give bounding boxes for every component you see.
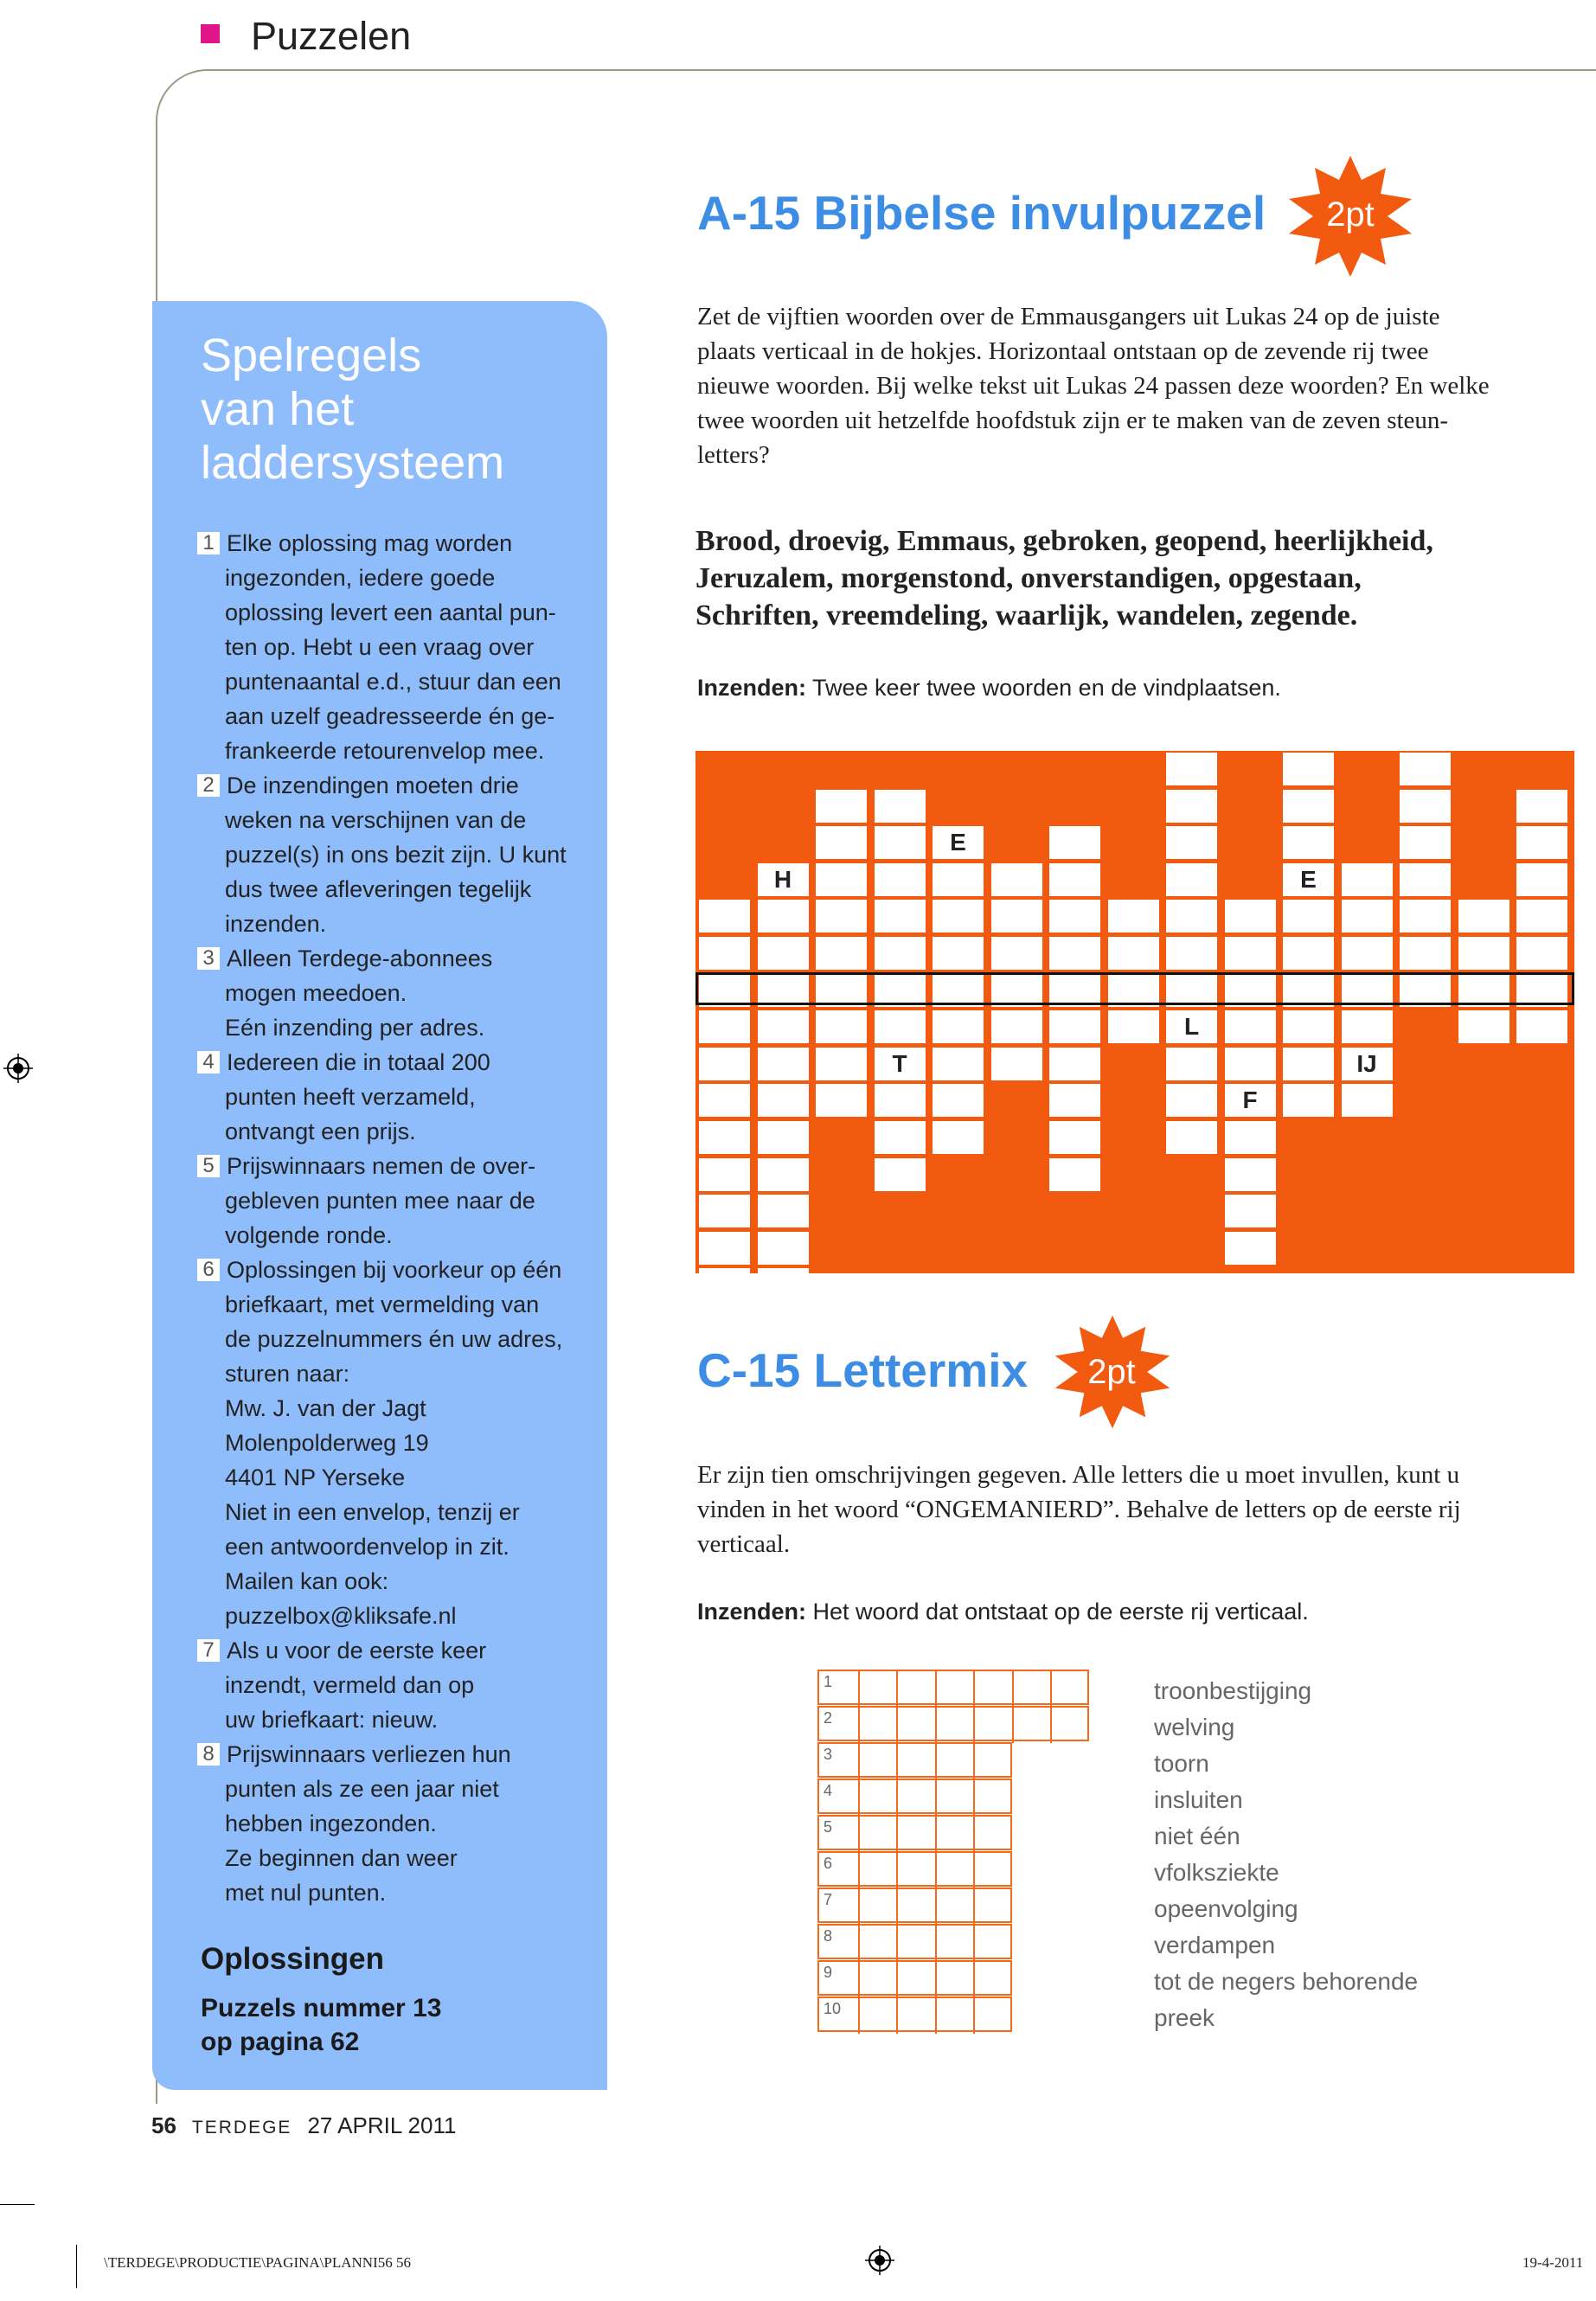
rule-text: 4401 NP Yerseke	[225, 1465, 406, 1490]
lettermix-cell[interactable]	[935, 1780, 974, 1816]
grid-cell[interactable]	[1166, 753, 1217, 785]
lettermix-row-number: 5	[824, 1818, 833, 1836]
lettermix-cell[interactable]	[973, 1744, 1012, 1779]
grid-cell[interactable]	[758, 1232, 809, 1265]
rule-number: 7	[197, 1639, 220, 1662]
grid-cell[interactable]	[1225, 1232, 1276, 1265]
lettermix-row-number: 9	[824, 1964, 833, 1981]
grid-cell[interactable]	[758, 1048, 809, 1080]
grid-cell[interactable]	[1342, 1010, 1393, 1043]
rule-number: 2	[197, 774, 220, 797]
grid-cell[interactable]	[1516, 790, 1567, 823]
solutions-subtitle-line: op pagina 62	[201, 2028, 360, 2056]
puzzle-c-intro	[697, 1458, 1562, 1561]
lettermix-cell[interactable]	[973, 1889, 1012, 1925]
rule-text: Alleen Terdege-abonnees	[227, 945, 493, 971]
rule-text: de puzzelnummers én uw adres,	[225, 1326, 563, 1352]
grid-cell[interactable]	[1400, 937, 1451, 970]
lettermix-clue: preek	[1154, 2004, 1215, 2031]
lettermix-cell[interactable]	[973, 1708, 1012, 1743]
lettermix-row	[817, 1924, 1012, 1959]
registration-mark-icon	[865, 2246, 894, 2275]
rule-item	[197, 1633, 586, 1668]
rule-text: aan uzelf geadresseerde én ge-	[225, 703, 555, 729]
grid-letter-cell[interactable]	[1166, 1010, 1217, 1043]
lettermix-clues	[1154, 1673, 1418, 2036]
grid-cell[interactable]	[933, 1048, 984, 1080]
rule-text: Niet in een envelop, tenzij er	[225, 1499, 520, 1525]
grid-letter-cell[interactable]	[933, 826, 984, 859]
lettermix-cell[interactable]	[973, 1962, 1012, 1997]
lettermix-cell[interactable]	[935, 1998, 974, 2034]
lettermix-cell[interactable]	[935, 1926, 974, 1961]
sidebar-title-line: Spelregels	[201, 330, 422, 381]
grid-cell[interactable]	[1049, 1158, 1100, 1191]
grid-cell[interactable]	[1283, 753, 1334, 785]
lettermix-cell[interactable]	[858, 1708, 897, 1743]
grid-cell[interactable]	[1283, 937, 1334, 970]
rule-text: puzzelbox@kliksafe.nl	[225, 1603, 457, 1629]
page-number: 56	[151, 2112, 176, 2138]
rule-number: 8	[197, 1743, 220, 1766]
lettermix-cell[interactable]	[858, 1817, 897, 1852]
grid-cell[interactable]	[1225, 1121, 1276, 1154]
rule-number: 5	[197, 1155, 220, 1177]
grid-cell[interactable]	[875, 937, 926, 970]
lettermix-cell[interactable]	[858, 1671, 897, 1707]
grid-letter: F	[1242, 1086, 1258, 1114]
points-badge-a-text: 2pt	[1326, 195, 1375, 234]
grid-cell[interactable]	[1283, 826, 1334, 859]
word-list-line: Jeruzalem, morgenstond, onverstandigen, opgestaan,	[695, 562, 1362, 594]
grid-cell[interactable]	[1166, 900, 1217, 933]
lettermix-cell[interactable]	[1012, 1708, 1051, 1743]
grid-cell[interactable]	[1516, 826, 1567, 859]
rule-text: hebben ingezonden.	[225, 1811, 437, 1836]
grid-cell[interactable]	[816, 937, 867, 970]
grid-cell[interactable]	[1108, 937, 1159, 970]
lettermix-clue: tot de negers behorende	[1154, 1968, 1419, 1995]
grid-cell[interactable]	[875, 1010, 926, 1043]
rule-text: Prijswinnaars nemen de over-	[227, 1153, 536, 1179]
grid-cell[interactable]	[991, 1048, 1042, 1080]
lettermix-cell[interactable]	[896, 1708, 935, 1743]
lettermix-cell[interactable]	[896, 1853, 935, 1888]
grid-cell[interactable]	[1225, 1195, 1276, 1227]
grid-cell[interactable]	[1166, 1121, 1217, 1154]
rule-text: Eén inzending per adres.	[225, 1015, 485, 1041]
grid-cell[interactable]	[758, 1158, 809, 1191]
grid-cell[interactable]	[1342, 863, 1393, 896]
grid-cell[interactable]	[1225, 1048, 1276, 1080]
grid-cell[interactable]	[991, 1010, 1042, 1043]
folio	[151, 2112, 456, 2139]
submit-label: Inzenden:	[697, 675, 806, 701]
grid-cell[interactable]	[699, 1268, 750, 1301]
lettermix-cell[interactable]	[935, 1708, 974, 1743]
lettermix-cell[interactable]	[858, 1853, 897, 1888]
lettermix-clue: niet één	[1154, 1823, 1240, 1849]
lettermix-cell[interactable]	[935, 1962, 974, 1997]
lettermix-cell[interactable]	[1050, 1708, 1089, 1743]
grid-cell[interactable]	[1342, 1084, 1393, 1117]
grid-cell[interactable]	[1516, 900, 1567, 933]
lettermix-row-number: 1	[824, 1673, 833, 1690]
grid-cell[interactable]	[1225, 900, 1276, 933]
rule-item	[197, 526, 586, 561]
grid-cell[interactable]	[1458, 1010, 1509, 1043]
lettermix-cell[interactable]	[973, 1780, 1012, 1816]
grid-cell[interactable]	[758, 937, 809, 970]
lettermix-cell[interactable]	[858, 1962, 897, 1997]
lettermix-cell[interactable]	[896, 1962, 935, 1997]
grid-cell[interactable]	[1049, 863, 1100, 896]
lettermix-row-number: 2	[824, 1709, 833, 1727]
sidebar-title	[201, 329, 581, 490]
lettermix-row	[817, 1888, 1012, 1923]
grid-cell[interactable]	[1049, 937, 1100, 970]
magazine-name: TERDEGE	[191, 2118, 292, 2138]
grid-cell[interactable]	[1166, 863, 1217, 896]
rule-text: briefkaart, met vermelding van	[225, 1292, 540, 1317]
lettermix-cell[interactable]	[935, 1817, 974, 1852]
intro-line: twee woorden uit hetzelfde hoofdstuk zijn er te maken van de zeven steun-	[697, 407, 1449, 434]
grid-cell[interactable]	[991, 863, 1042, 896]
lettermix-cell[interactable]	[973, 1853, 1012, 1888]
answer-row-outline	[695, 972, 1574, 1005]
grid-cell[interactable]	[758, 900, 809, 933]
grid-cell[interactable]	[816, 790, 867, 823]
grid-cell[interactable]	[1516, 937, 1567, 970]
grid-cell[interactable]	[816, 1084, 867, 1117]
grid-cell[interactable]	[816, 1010, 867, 1043]
lettermix-cell[interactable]	[973, 1671, 1012, 1707]
rule-number: 1	[197, 532, 220, 554]
slug-path: \TERDEGE\PRODUCTIE\PAGINA\PLANNI56 56	[104, 2254, 411, 2271]
grid-cell[interactable]	[699, 1158, 750, 1191]
lettermix-cell[interactable]	[858, 1780, 897, 1816]
lettermix-row	[817, 1706, 1089, 1741]
word-list-line: Schriften, vreemdeling, waarlijk, wandelen, zegende.	[695, 599, 1358, 631]
grid-letter: E	[950, 829, 966, 856]
grid-letter-cell[interactable]	[758, 863, 809, 896]
lettermix-cell[interactable]	[896, 1780, 935, 1816]
grid-letter: T	[892, 1049, 907, 1077]
grid-cell[interactable]	[699, 937, 750, 970]
grid-cell[interactable]	[875, 826, 926, 859]
lettermix-cell[interactable]	[935, 1853, 974, 1888]
grid-cell[interactable]	[1516, 1010, 1567, 1043]
rule-text: Iedereen die in totaal 200	[227, 1049, 490, 1075]
rule-text: dus twee afleveringen tegelijk	[225, 876, 532, 902]
rule-item	[197, 768, 586, 803]
grid-cell[interactable]	[1049, 1048, 1100, 1080]
sidebar-title-line: van het	[201, 383, 355, 435]
grid-cell[interactable]	[875, 1084, 926, 1117]
puzzle-a-intro	[697, 299, 1588, 472]
grid-cell[interactable]	[758, 1121, 809, 1154]
lettermix-clue: vfolksziekte	[1154, 1859, 1279, 1886]
lettermix-clue: toorn	[1154, 1750, 1209, 1777]
lettermix-cell[interactable]	[896, 1744, 935, 1779]
rule-item	[197, 1737, 586, 1772]
lettermix-cell[interactable]	[973, 1998, 1012, 2034]
lettermix-cell[interactable]	[896, 1998, 935, 2034]
grid-cell[interactable]	[1049, 900, 1100, 933]
grid-cell[interactable]	[1225, 937, 1276, 970]
grid-cell[interactable]	[1400, 863, 1451, 896]
grid-cell[interactable]	[875, 900, 926, 933]
grid-cell[interactable]	[1400, 826, 1451, 859]
intro-line: verticaal.	[697, 1530, 791, 1558]
lettermix-cell[interactable]	[935, 1671, 974, 1707]
word-list-line: Brood, droevig, Emmaus, gebroken, geopend, heerlijkheid,	[695, 525, 1433, 557]
rule-text: Oplossingen bij voorkeur op één	[227, 1257, 562, 1283]
grid-cell[interactable]	[875, 790, 926, 823]
rule-text: punten als ze een jaar niet	[225, 1776, 499, 1802]
rule-text: Mailen kan ook:	[225, 1568, 389, 1594]
lettermix-row-number: 8	[824, 1927, 833, 1945]
grid-cell[interactable]	[816, 1048, 867, 1080]
lettermix-row-number: 7	[824, 1891, 833, 1908]
grid-cell[interactable]	[1049, 1084, 1100, 1117]
rule-text: ontvangt een prijs.	[225, 1118, 416, 1144]
rules-list	[197, 526, 586, 1910]
rule-text: met nul punten.	[225, 1880, 387, 1906]
fill-in-grid	[695, 751, 1578, 1273]
grid-cell[interactable]	[758, 1195, 809, 1227]
rule-item	[197, 1045, 586, 1080]
puzzle-a-word-list	[695, 522, 1586, 634]
lettermix-row	[817, 1815, 1012, 1850]
lettermix-cell[interactable]	[973, 1926, 1012, 1961]
grid-cell[interactable]	[699, 1195, 750, 1227]
grid-cell[interactable]	[933, 1010, 984, 1043]
slug-date: 19-4-2011	[1522, 2254, 1584, 2271]
grid-cell[interactable]	[933, 937, 984, 970]
lettermix-clue: insluiten	[1154, 1786, 1243, 1813]
grid-cell[interactable]	[875, 1121, 926, 1154]
rule-item	[197, 1253, 586, 1287]
intro-line: Zet de vijftien woorden over de Emmausgangers uit Lukas 24 op de juiste	[697, 303, 1440, 330]
grid-cell[interactable]	[1400, 790, 1451, 823]
grid-cell[interactable]	[816, 900, 867, 933]
rule-text: oplossing levert een aantal pun-	[225, 599, 556, 625]
lettermix-row-number: 6	[824, 1855, 833, 1872]
grid-cell[interactable]	[1283, 1084, 1334, 1117]
grid-cell[interactable]	[816, 826, 867, 859]
lettermix-cell[interactable]	[1012, 1671, 1051, 1707]
grid-cell[interactable]	[1225, 1010, 1276, 1043]
puzzle-a-submit	[697, 675, 1281, 702]
lettermix-clue: troonbestijging	[1154, 1677, 1312, 1704]
lettermix-cell[interactable]	[858, 1889, 897, 1925]
grid-cell[interactable]	[991, 937, 1042, 970]
rule-text: inzendt, vermeld dan op	[225, 1672, 475, 1698]
rule-number: 6	[197, 1259, 220, 1281]
grid-cell[interactable]	[933, 1084, 984, 1117]
grid-cell[interactable]	[699, 1121, 750, 1154]
grid-cell[interactable]	[1283, 790, 1334, 823]
grid-cell[interactable]	[1166, 937, 1217, 970]
grid-cell[interactable]	[1283, 900, 1334, 933]
rule-text: Ze beginnen dan weer	[225, 1845, 458, 1871]
lettermix-cell[interactable]	[896, 1671, 935, 1707]
grid-cell[interactable]	[758, 1084, 809, 1117]
intro-line: plaats verticaal in de hokjes. Horizontaal ontstaan op de zevende rij twee	[697, 337, 1429, 365]
grid-letter-cell[interactable]	[875, 1048, 926, 1080]
rule-text: Mw. J. van der Jagt	[225, 1395, 426, 1421]
puzzle-a-title: A-15 Bijbelse invulpuzzel	[697, 186, 1266, 240]
grid-cell[interactable]	[1049, 1010, 1100, 1043]
grid-letter-cell[interactable]	[1342, 1048, 1393, 1080]
rule-text: sturen naar:	[225, 1361, 350, 1387]
rule-text: punten heeft verzameld,	[225, 1084, 476, 1110]
lettermix-row	[817, 1742, 1012, 1778]
rule-text: gebleven punten mee naar de	[225, 1188, 535, 1214]
intro-line: vinden in het woord “ONGEMANIERD”. Behalve de letters op de eerste rij	[697, 1496, 1461, 1523]
section-tag	[201, 24, 220, 43]
grid-cell[interactable]	[1049, 826, 1100, 859]
rule-item	[197, 1149, 586, 1183]
grid-cell[interactable]	[699, 1084, 750, 1117]
lettermix-cell[interactable]	[858, 1744, 897, 1779]
crop-mark	[76, 2245, 77, 2288]
grid-letter: L	[1183, 1013, 1200, 1041]
grid-cell[interactable]	[1049, 1121, 1100, 1154]
rule-text: De inzendingen moeten drie	[227, 772, 519, 798]
lettermix-cell[interactable]	[935, 1744, 974, 1779]
grid-cell[interactable]	[1283, 1010, 1334, 1043]
issue-date: 27 APRIL 2011	[307, 2112, 457, 2138]
rule-text: puntenaantal e.d., stuur dan een	[225, 669, 561, 695]
grid-cell[interactable]	[933, 900, 984, 933]
lettermix-cell[interactable]	[1050, 1671, 1089, 1707]
grid-cell[interactable]	[1458, 900, 1509, 933]
intro-line: letters?	[697, 441, 770, 469]
rule-text: puzzel(s) in ons bezit zijn. U kunt	[225, 842, 567, 868]
lettermix-row-number: 4	[824, 1782, 833, 1799]
sidebar-title-line: laddersysteem	[201, 437, 505, 489]
grid-cell[interactable]	[991, 900, 1042, 933]
grid-cell[interactable]	[875, 1158, 926, 1191]
grid-cell[interactable]	[1108, 900, 1159, 933]
lettermix-row	[817, 1779, 1012, 1814]
lettermix-cell[interactable]	[896, 1817, 935, 1852]
grid-letter: E	[1300, 865, 1317, 893]
solutions-subtitle-line: Puzzels nummer 13	[201, 1994, 442, 2022]
grid-cell[interactable]	[699, 1048, 750, 1080]
rule-text: Elke oplossing mag worden	[227, 530, 513, 556]
lettermix-cell[interactable]	[896, 1926, 935, 1961]
grid-cell[interactable]	[1400, 753, 1451, 785]
lettermix-clue: opeenvolging	[1154, 1895, 1298, 1922]
grid-cell[interactable]	[1458, 937, 1509, 970]
rule-text: een antwoordenvelop in zit.	[225, 1534, 510, 1560]
lettermix-cell[interactable]	[896, 1889, 935, 1925]
grid-cell[interactable]	[1225, 1158, 1276, 1191]
rule-number: 4	[197, 1051, 220, 1074]
rule-text: ten op. Hebt u een vraag over	[225, 634, 535, 660]
grid-cell[interactable]	[1283, 1048, 1334, 1080]
grid-cell[interactable]	[1166, 1084, 1217, 1117]
grid-cell[interactable]	[816, 863, 867, 896]
grid-cell[interactable]	[933, 863, 984, 896]
points-badge-c-text: 2pt	[1087, 1353, 1136, 1391]
submit-text: Twee keer twee woorden en de vindplaatsen.	[806, 675, 1281, 701]
lettermix-row-number: 10	[824, 2000, 842, 2017]
lettermix-row	[817, 1960, 1012, 1996]
solutions-subtitle	[201, 1991, 441, 2059]
lettermix-cell[interactable]	[858, 1926, 897, 1961]
lettermix-row	[817, 1997, 1012, 2032]
submit-text: Het woord dat ontstaat op de eerste rij verticaal.	[806, 1599, 1309, 1625]
rule-text: Molenpolderweg 19	[225, 1430, 429, 1456]
lettermix-cell[interactable]	[858, 1998, 897, 2034]
rule-text: inzenden.	[225, 911, 327, 937]
grid-cell[interactable]	[1166, 1048, 1217, 1080]
rule-text: ingezonden, iedere goede	[225, 565, 496, 591]
grid-cell[interactable]	[758, 1268, 809, 1301]
rule-text: mogen meedoen.	[225, 980, 407, 1006]
lettermix-row	[817, 1851, 1012, 1887]
grid-cell[interactable]	[1108, 1010, 1159, 1043]
rule-text: uw briefkaart: nieuw.	[225, 1707, 439, 1733]
rule-text: frankeerde retourenvelop mee.	[225, 738, 545, 764]
crop-mark	[0, 2204, 35, 2205]
grid-cell[interactable]	[758, 1010, 809, 1043]
registration-mark-icon	[3, 1054, 33, 1083]
intro-line: Er zijn tien omschrijvingen gegeven. Alle letters die u moet invullen, kunt u	[697, 1461, 1460, 1489]
lettermix-row	[817, 1670, 1089, 1705]
lettermix-cell[interactable]	[935, 1889, 974, 1925]
grid-letter-cell[interactable]	[1225, 1084, 1276, 1117]
grid-letter: H	[773, 865, 792, 893]
rule-item	[197, 941, 586, 976]
grid-cell[interactable]	[699, 1232, 750, 1265]
puzzle-c-submit	[697, 1599, 1309, 1625]
rule-text: weken na verschijnen van de	[225, 807, 527, 833]
rule-text: volgende ronde.	[225, 1222, 393, 1248]
rule-number: 3	[197, 947, 220, 970]
grid-cell[interactable]	[1342, 937, 1393, 970]
grid-cell[interactable]	[1166, 826, 1217, 859]
lettermix-clue: verdampen	[1154, 1932, 1276, 1958]
lettermix-clue: welving	[1154, 1714, 1235, 1740]
grid-cell[interactable]	[1516, 863, 1567, 896]
grid-cell[interactable]	[699, 900, 750, 933]
solutions-title: Oplossingen	[201, 1942, 384, 1976]
grid-cell[interactable]	[1400, 900, 1451, 933]
intro-line: nieuwe woorden. Bij welke tekst uit Lukas 24 passen deze woorden? En welke	[697, 372, 1490, 400]
rule-text: Prijswinnaars verliezen hun	[227, 1741, 511, 1767]
grid-letter: IJ	[1356, 1049, 1377, 1077]
grid-cell[interactable]	[1342, 900, 1393, 933]
grid-letter-cell[interactable]	[1283, 863, 1334, 896]
lettermix-cell[interactable]	[973, 1817, 1012, 1852]
rule-text: Als u voor de eerste keer	[227, 1638, 487, 1663]
grid-cell[interactable]	[875, 863, 926, 896]
submit-label: Inzenden:	[697, 1599, 806, 1625]
grid-cell[interactable]	[699, 1010, 750, 1043]
grid-cell[interactable]	[1166, 790, 1217, 823]
grid-cell[interactable]	[933, 1121, 984, 1154]
lettermix-row-number: 3	[824, 1746, 833, 1763]
section-label: Puzzelen	[251, 14, 412, 58]
puzzle-c-title: C-15 Lettermix	[697, 1343, 1029, 1397]
